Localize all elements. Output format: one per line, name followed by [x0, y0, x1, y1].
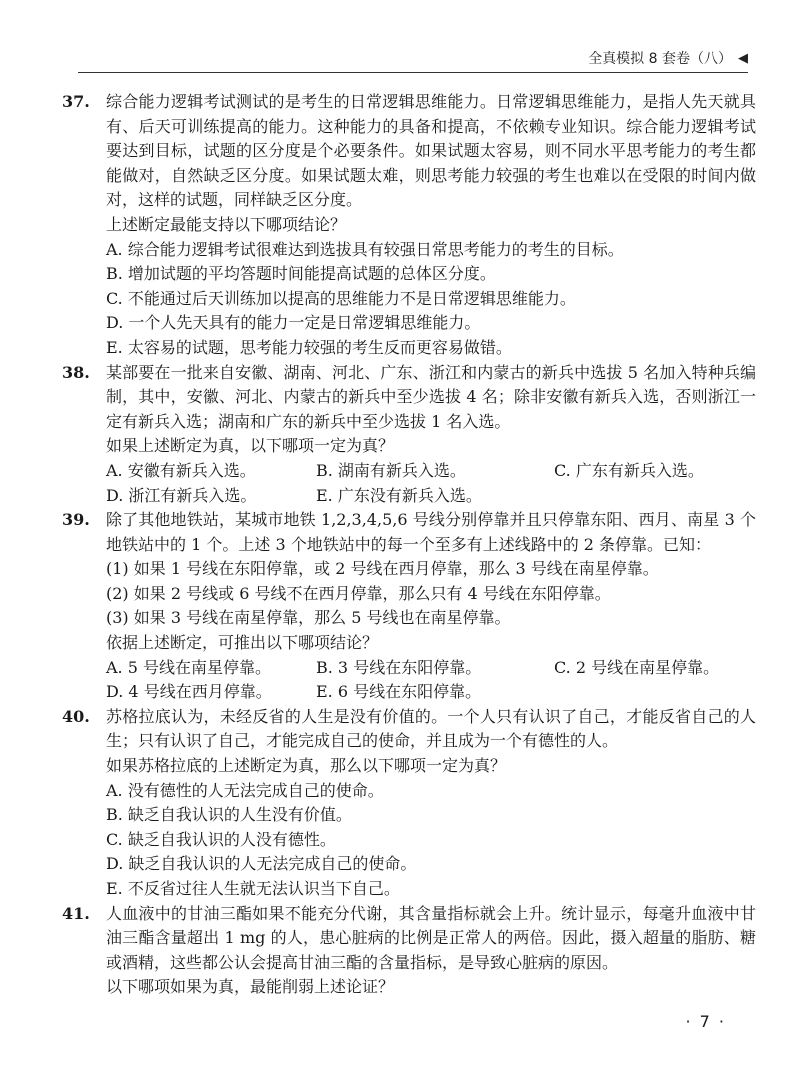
triangle-marker-icon: ◀: [738, 50, 748, 66]
header-title: 全真模拟 8 套卷（八）: [588, 51, 732, 67]
option-a: A. 综合能力逻辑考试很难达到选拔具有较强日常思考能力的考生的目标。: [106, 239, 624, 259]
question-stem: 人血液中的甘油三酯如果不能充分代谢，其含量指标就会上升。统计显示，每毫升血液中甘油三酯含量超出 1 mg 的人，患心脏病的比例是正常人的两倍。因此，摄入超量的脂肪、糖或酒精，这些都公认会提高甘油三酯的含量指标，是导致心脏病的原因。: [106, 903, 756, 972]
option-c: C. 不能通过后天训练加以提高的思维能力不是日常逻辑思维能力。: [106, 288, 576, 308]
page-header: [78, 44, 748, 73]
question-number: 37.: [62, 92, 90, 111]
question-prompt: 依据上述断定，可推出以下哪项结论？: [106, 633, 379, 653]
question-38: [62, 361, 756, 509]
question-stem: 除了其他地铁站，某城市地铁 1,2,3,4,5,6 号线分别停靠并且只停靠东阳、西月、南星 3 个地铁站中的 1 个。上述 3 个地铁站中的每一个至多有上述线路中的 2 条停靠。已知：: [106, 510, 756, 554]
question-number: 40.: [62, 706, 90, 726]
option-c: C. 广东有新兵入选。: [554, 460, 704, 480]
option-e: E. 太容易的试题，思考能力较强的考生反而更容易做错。: [106, 337, 512, 357]
page-number: · 7 ·: [685, 1012, 726, 1031]
option-row: [106, 484, 756, 509]
question-number: 41.: [62, 903, 90, 923]
question-number: 38.: [62, 362, 90, 382]
option-c: C. 缺乏自我认识的人没有德性。: [106, 829, 336, 849]
option-row: [106, 680, 756, 705]
option-e: E. 广东没有新兵入选。: [316, 485, 482, 505]
question-39: [62, 508, 756, 705]
question-prompt: 如果苏格拉底的上述断定为真，那么以下哪项一定为真？: [106, 756, 507, 776]
option-row: [106, 656, 756, 681]
option-b: B. 增加试题的平均答题时间能提高试题的总体区分度。: [106, 264, 496, 284]
option-d: D. 一个人先天具有的能力一定是日常逻辑思维能力。: [106, 313, 481, 333]
option-b: B. 湖南有新兵入选。: [316, 460, 466, 480]
question-stem: 综合能力逻辑考试测试的是考生的日常逻辑思维能力。日常逻辑思维能力，是指人先天就具有、后天可训练提高的能力。这种能力的具备和提高，不依赖专业知识。综合能力逻辑考试要达到目标，试题的区分度是个必要条件。如果试题太容易，则不同水平思考能力的考生都能做对，自然缺乏区分度。如果试题太难，则思考能力较强的考生也难以在受限的时间内做对，这样的试题，同样缺乏区分度。: [106, 92, 756, 210]
question-37: [62, 90, 756, 361]
condition-3: (3) 如果 3 号线在南星停靠，那么 5 号线也在南星停靠。: [106, 608, 511, 628]
question-prompt: 上述断定最能支持以下哪项结论？: [106, 214, 347, 234]
question-41: [62, 902, 756, 1000]
option-a: A. 5 号线在南星停靠。: [106, 657, 271, 677]
question-prompt: 以下哪项如果为真，最能削弱上述论证？: [106, 977, 395, 997]
page-content: [62, 90, 756, 1000]
question-stem: 某部要在一批来自安徽、湖南、河北、广东、浙江和内蒙古的新兵中选拔 5 名加入特种兵编制，其中，安徽、河北、内蒙古的新兵中至少选拔 4 名；除非安徽有新兵入选，否则浙江一定有新兵入选；湖南和广东的新兵中至少选拔 1 名入选。: [106, 362, 756, 431]
option-e: E. 6 号线在东阳停靠。: [316, 682, 482, 702]
condition-1: (1) 如果 1 号线在东阳停靠，或 2 号线在西月停靠，那么 3 号线在南星停靠。: [106, 559, 659, 579]
question-stem: 苏格拉底认为，未经反省的人生是没有价值的。一个人只有认识了自己，才能反省自己的人生；只有认识了自己，才能完成自己的使命，并且成为一个有德性的人。: [106, 706, 756, 751]
option-a: A. 安徽有新兵入选。: [106, 460, 256, 480]
option-a: A. 没有德性的人无法完成自己的使命。: [106, 780, 384, 800]
option-d: D. 4 号线在西月停靠。: [106, 682, 272, 702]
option-e: E. 不反省过往人生就无法认识当下自己。: [106, 879, 400, 898]
option-b: B. 缺乏自我认识的人生没有价值。: [106, 805, 352, 825]
question-40: [62, 705, 756, 902]
option-d: D. 浙江有新兵入选。: [106, 485, 257, 505]
option-b: B. 3 号线在东阳停靠。: [316, 657, 482, 677]
question-number: 39.: [62, 510, 90, 530]
option-row: [106, 459, 756, 484]
option-c: C. 2 号线在南星停靠。: [554, 657, 720, 677]
option-d: D. 缺乏自我认识的人无法完成自己的使命。: [106, 854, 417, 874]
condition-2: (2) 如果 2 号线或 6 号线不在西月停靠，那么只有 4 号线在东阳停靠。: [106, 583, 611, 603]
question-prompt: 如果上述断定为真，以下哪项一定为真？: [106, 436, 395, 456]
